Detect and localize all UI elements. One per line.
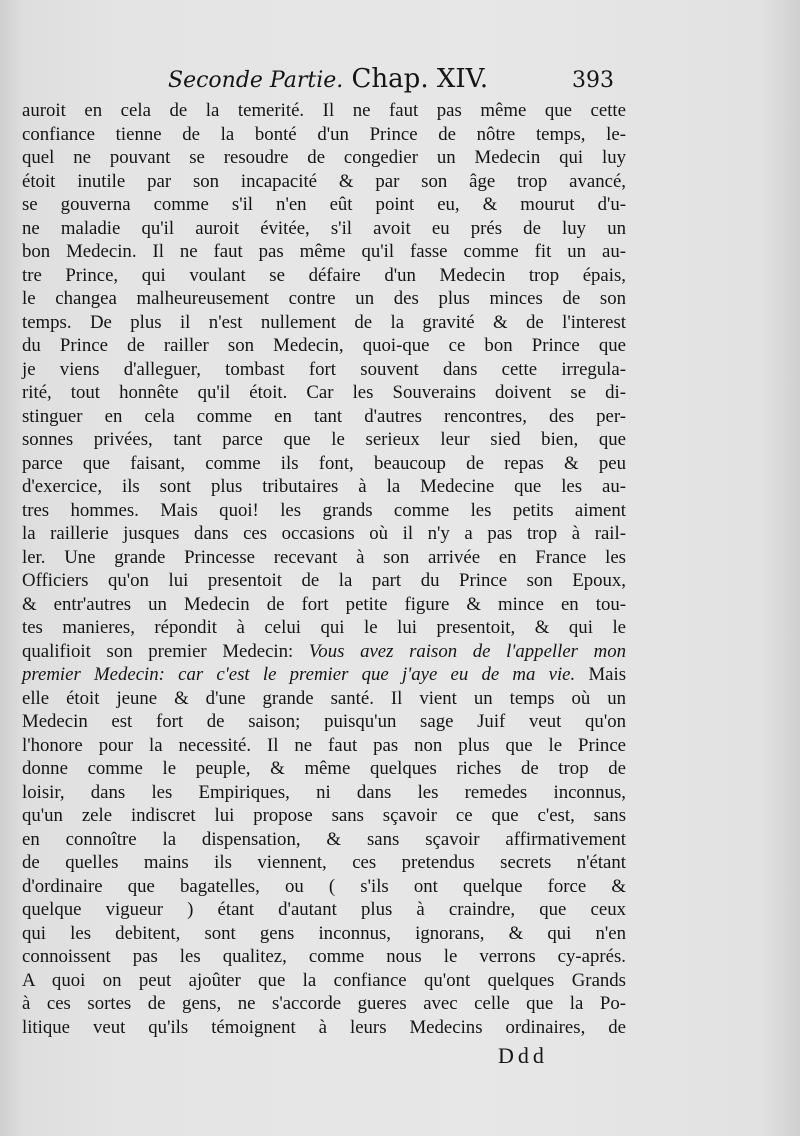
signature-mark: Ddd [498, 1043, 548, 1068]
text-line: confiance tienne de la bonté d'un Prince de nôtre temps, le- [22, 123, 626, 145]
text-line: à ces sortes de gens, ne s'accorde gueres avec celle que la Po- [22, 993, 626, 1014]
text-line: ne maladie qu'il auroit évitée, s'il avoit eu prés de luy un [22, 217, 626, 239]
text-line: rité, tout honnête qu'il étoit. Car les Souverains doivent se di- [22, 382, 626, 403]
text-line: sonnes privées, tant parce que le serieux leur sied bien, que [22, 429, 626, 450]
text-line: Medecin est fort de saison; puisqu'un sage Juif veut qu'on [22, 711, 626, 732]
text-line: stinguer en cela comme en tant d'autres rencontres, des per- [22, 405, 626, 427]
running-head-part: Seconde Partie. [168, 68, 344, 93]
text-line: & entr'autres un Medecin de fort petite figure & mince en tou- [22, 593, 626, 615]
text-line: le changea malheureusement contre un des plus minces de son [22, 288, 626, 309]
text-line: de quelles mains ils viennent, ces pretendus secrets n'étant [22, 852, 626, 873]
text-line: Officiers qu'on lui presentoit de la part du Prince son Epoux, [22, 570, 626, 591]
text-line: qu'un zele indiscret lui propose sans sçavoir ce que c'est, sans [22, 805, 626, 826]
text-line: tre Prince, qui voulant se défaire d'un Medecin trop épais, [22, 264, 626, 286]
quoted-speech: Vous avez raison de l'appeller mon [308, 640, 626, 662]
text-line: temps. De plus il n'est nullement de la gravité & de l'interest [22, 311, 626, 333]
text-line: donne comme le peuple, & même quelques riches de trop de [22, 758, 626, 779]
page-number: 393 [572, 68, 614, 93]
text-line: du Prince de railler son Medecin, quoi-que ce bon Prince que [22, 335, 626, 356]
text-line: elle étoit jeune & d'une grande santé. Il vient un temps où un [22, 687, 626, 709]
text-line: tres hommes. Mais quoi! les grands comme les petits aiment [22, 499, 626, 521]
text-line: la raillerie jusques dans ces occasions où il n'y a pas trop à rail- [22, 523, 626, 544]
text-line: connoissent pas les qualitez, comme nous le verrons cy-aprés. [22, 946, 626, 967]
page-header [0, 62, 800, 98]
text-line: étoit inutile par son incapacité & par son âge trop avancé, [22, 170, 626, 192]
running-head-chapter: Chap. XIV. [351, 64, 489, 94]
roman-text: Mais [588, 664, 626, 685]
text-line: se gouverna comme s'il n'en eût point eu, & mourut d'u- [22, 194, 626, 215]
text-line-italic: premier Medecin: car c'est le premier que j'aye eu de ma vie. Mais [22, 664, 626, 685]
text-line: l'honore pour la necessité. Il ne faut pas non plus que le Prince [22, 734, 626, 756]
text-line: ler. Une grande Princesse recevant à son arrivée en France les [22, 546, 626, 568]
text-line: litique veut qu'ils témoignent à leurs Medecins ordinaires, de [22, 1016, 626, 1038]
text-line: je viens d'alleguer, tombast fort souvent dans cette irregula- [22, 358, 626, 380]
running-head [168, 64, 488, 94]
text-line: quelque vigueur ) étant d'autant plus à craindre, que ceux [22, 899, 626, 920]
text-line: en connoître la dispensation, & sans sçavoir affirmativement [22, 828, 626, 850]
text-line: d'ordinaire que bagatelles, ou ( s'ils ont quelque force & [22, 875, 626, 897]
text-line: quel ne pouvant se resoudre de congedier un Medecin qui luy [22, 147, 626, 168]
text-line: qualifioit son premier Medecin: Vous avez raison de l'appeller mon [22, 640, 626, 662]
text-line: A quoi on peut ajoûter que la confiance qu'ont quelques Grands [22, 969, 626, 991]
text-line: parce que faisant, comme ils font, beaucoup de repas & peu [22, 452, 626, 474]
text-line: tes manieres, répondit à celui qui le lui presentoit, & qui le [22, 617, 626, 638]
body-text [22, 99, 626, 1039]
text-line: loisir, dans les Empiriques, ni dans les remedes inconnus, [22, 781, 626, 803]
text-line: qui les debitent, sont gens inconnus, ignorans, & qui n'en [22, 922, 626, 944]
text-line: auroit en cela de la temerité. Il ne faut pas même que cette [22, 100, 626, 121]
text-line: bon Medecin. Il ne faut pas même qu'il fasse comme fit un au- [22, 241, 626, 262]
text-line: d'exercice, ils sont plus tributaires à la Medecine que les au- [22, 476, 626, 497]
